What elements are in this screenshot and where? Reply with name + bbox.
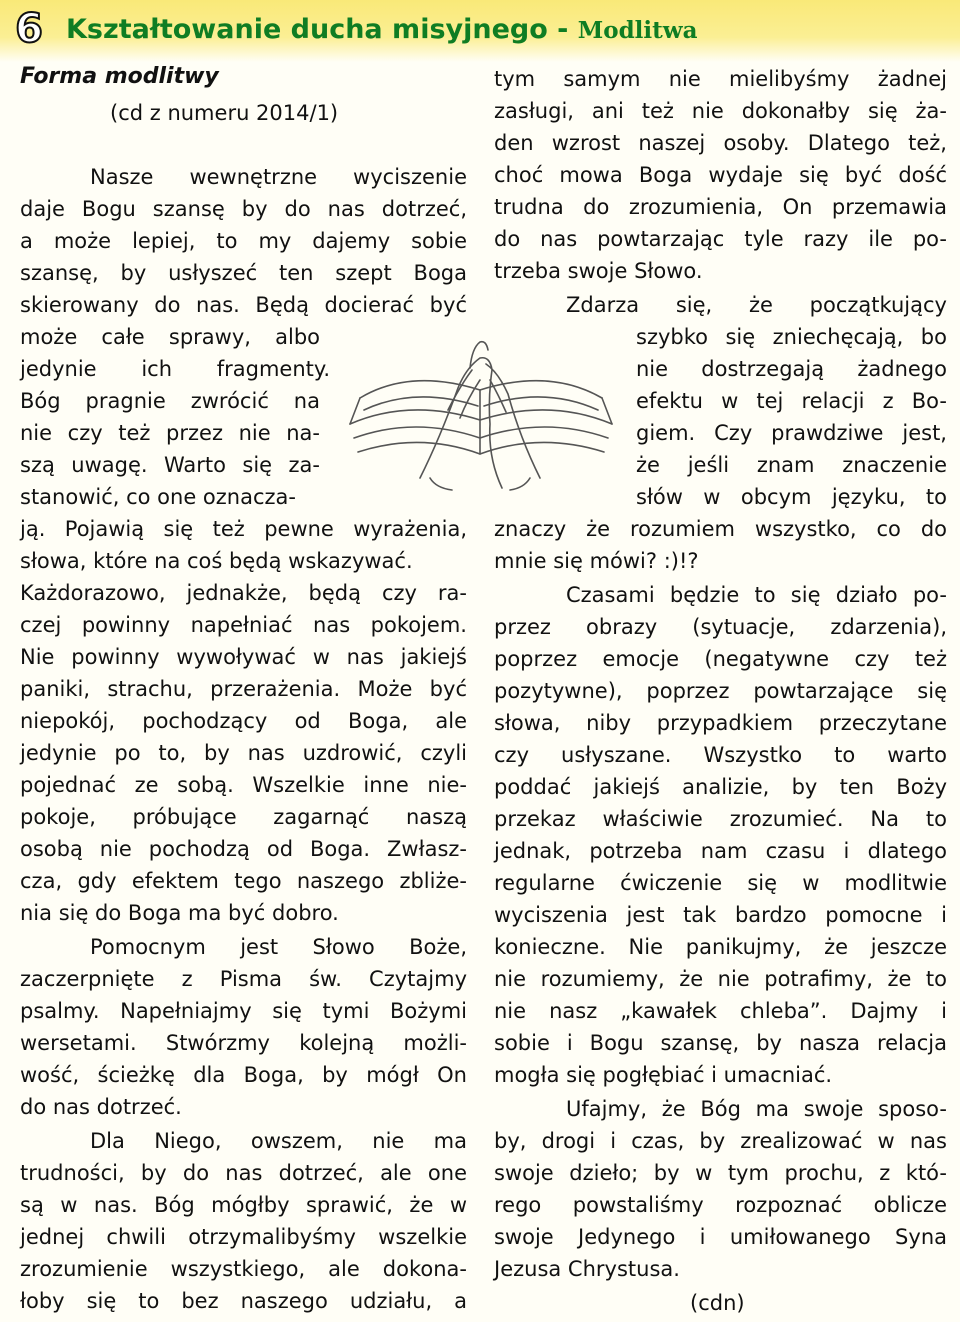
title-text: Kształtowanie ducha misyjnego - [66,14,569,45]
text-line: by, drogi i czas, by zrealizować w nas [494,1129,947,1153]
text-line: przekaz właściwie zrozumieć. Na to [494,807,947,831]
text-line: wersetami. Stwórzmy kolejną możli- [20,1031,467,1055]
text-line: stanowić, co one oznacza- [20,485,296,509]
text-line: sobie i Bogu szansę, by nasza relacja [494,1031,947,1055]
text-line: konieczne. Nie panikujmy, że jeszcze [494,935,947,959]
text-line: jedynie ich fragmenty. [20,357,330,381]
text-line: cza, gdy efektem tego naszego zbliże- [20,869,467,893]
text-line: przez obrazy (sytuacje, zdarzenia), [494,615,947,639]
text-line: (cdn) [690,1291,745,1315]
text-line: do nas powtarzając tyle razy ile po- [494,227,947,251]
text-line: słów w obcym języku, to [636,485,947,509]
text-line: może całe sprawy, albo [20,325,320,349]
text-line: efektu w tej relacji z Bo- [636,389,947,413]
text-line: mnie się mówi? :)!? [494,549,699,573]
text-line: nie rozumiemy, że nie potrafimy, że to [494,967,947,991]
text-line: ją. Pojawią się też pewne wyrażenia, [20,517,467,541]
text-line: znaczy że rozumiem wszystko, co do [494,517,947,541]
text-line: jednak, potrzeba nam czasu i dlatego [494,839,947,863]
text-line: nia się do Boga ma być dobro. [20,901,339,925]
section-label: Modlitwa [577,17,698,44]
text-line: pozytywne), poprzez powtarzające się [494,679,947,703]
text-line: słowa, niby przypadkiem przeczytane [494,711,947,735]
page-header [0,0,960,62]
text-line: nie czy też przez nie na- [20,421,320,445]
text-line: do nas dotrzeć. [20,1095,182,1119]
text-line: den wzrost naszej osoby. Dlatego też, [494,131,947,155]
text-line: nie nasz „kawałek chleba”. Dajmy i [494,999,947,1023]
text-line: Bóg pragnie zwrócić na [20,389,320,413]
text-line: łoby się to bez naszego udziału, a [20,1289,467,1313]
text-line: pojednać ze sobą. Wszelkie inne nie- [20,773,467,797]
text-line: Każdorazowo, jednakże, będą czy ra- [20,581,467,605]
text-line: jednej chwili otrzymalibyśmy wszelkie [20,1225,467,1249]
text-line: słowa, które na coś będą wskazywać. [20,549,413,573]
text-line: a może lepiej, to my dajemy sobie [20,229,467,253]
text-line: czej powinny napełniać nas pokojem. [20,613,467,637]
article-title [66,14,697,45]
page-number: 6 [15,6,43,52]
text-line: paniki, strachu, przerażenia. Może być [20,677,467,701]
text-line: Dla Niego, owszem, nie ma [90,1129,467,1153]
text-line: rego powstaliśmy rozpoznać oblicze [494,1193,947,1217]
text-line: skierowany do nas. Będą docierać być [20,293,467,317]
text-line: niepokój, pochodzący od Boga, ale [20,709,467,733]
article-heading: Forma modlitwy [20,64,219,89]
text-line: zrozumienie wszystkiego, ale dokona- [20,1257,467,1281]
text-line: mogła się pogłębiać i umacniać. [494,1063,833,1087]
text-line: Ufajmy, że Bóg ma swoje sposo- [566,1097,947,1121]
text-line: szansę, by usłyszeć ten szept Boga [20,261,467,285]
text-line: jedynie po to, by nas uzdrowić, czyli [20,741,467,765]
text-line: Czasami będzie to się działo po- [566,583,947,607]
text-line: swoje Jedynego i umiłowanego Syna [494,1225,947,1249]
text-line: osobą nie pochodzą od Boga. Zwłasz- [20,837,467,861]
text-line: tym samym nie mielibyśmy żadnej [494,67,947,91]
text-line: psalmy. Napełniajmy się tymi Bożymi [20,999,467,1023]
text-line: wyciszenia jest tak bardzo pomocne i [494,903,947,927]
text-line: zasługi, ani też nie dokonałby się ża- [494,99,947,123]
text-line: są w nas. Bóg mógłby sprawić, że w [20,1193,467,1217]
text-line: giem. Czy prawdziwe jest, [636,421,947,445]
text-line: wość, ścieżkę dla Boga, by mógł On [20,1063,467,1087]
text-line: trudna do zrozumienia, On przemawia [494,195,947,219]
text-line: poddać jakiejś analizie, by ten Boży [494,775,947,799]
text-line: czy usłyszane. Wszystko to warto [494,743,947,767]
text-line: Jezusa Chrystusa. [494,1257,680,1281]
text-line: Pomocnym jest Słowo Boże, [90,935,467,959]
praying-hands-on-open-book-icon [340,328,622,496]
text-line: zaczerpnięte z Pisma św. Czytajmy [20,967,467,991]
text-line: trudności, by do nas dotrzeć, ale one [20,1161,467,1185]
text-line: daje Bogu szansę by do nas dotrzeć, [20,197,467,221]
text-line: Nasze wewnętrzne wyciszenie [90,165,467,189]
text-line: regularne ćwiczenie się w modlitwie [494,871,947,895]
text-line: Zdarza się, że początkujący [566,293,947,317]
text-line: szybko się zniechęcają, bo [636,325,947,349]
text-line: choć mowa Boga wydaje się być dość [494,163,947,187]
text-line: że jeśli znam znaczenie [636,453,947,477]
text-line: poprzez emocje (negatywne czy też [494,647,947,671]
text-line: swoje dzieło; by w tym prochu, z któ- [494,1161,947,1185]
text-line: szą uwagę. Warto się za- [20,453,320,477]
text-line: (cd z numeru 2014/1) [110,101,339,125]
text-line: pokoje, próbujące zagarnąć naszą [20,805,467,829]
text-line: nie dostrzegają żadnego [636,357,947,381]
text-line: Nie powinny wywoływać w nas jakiejś [20,645,467,669]
text-line: trzeba swoje Słowo. [494,259,703,283]
